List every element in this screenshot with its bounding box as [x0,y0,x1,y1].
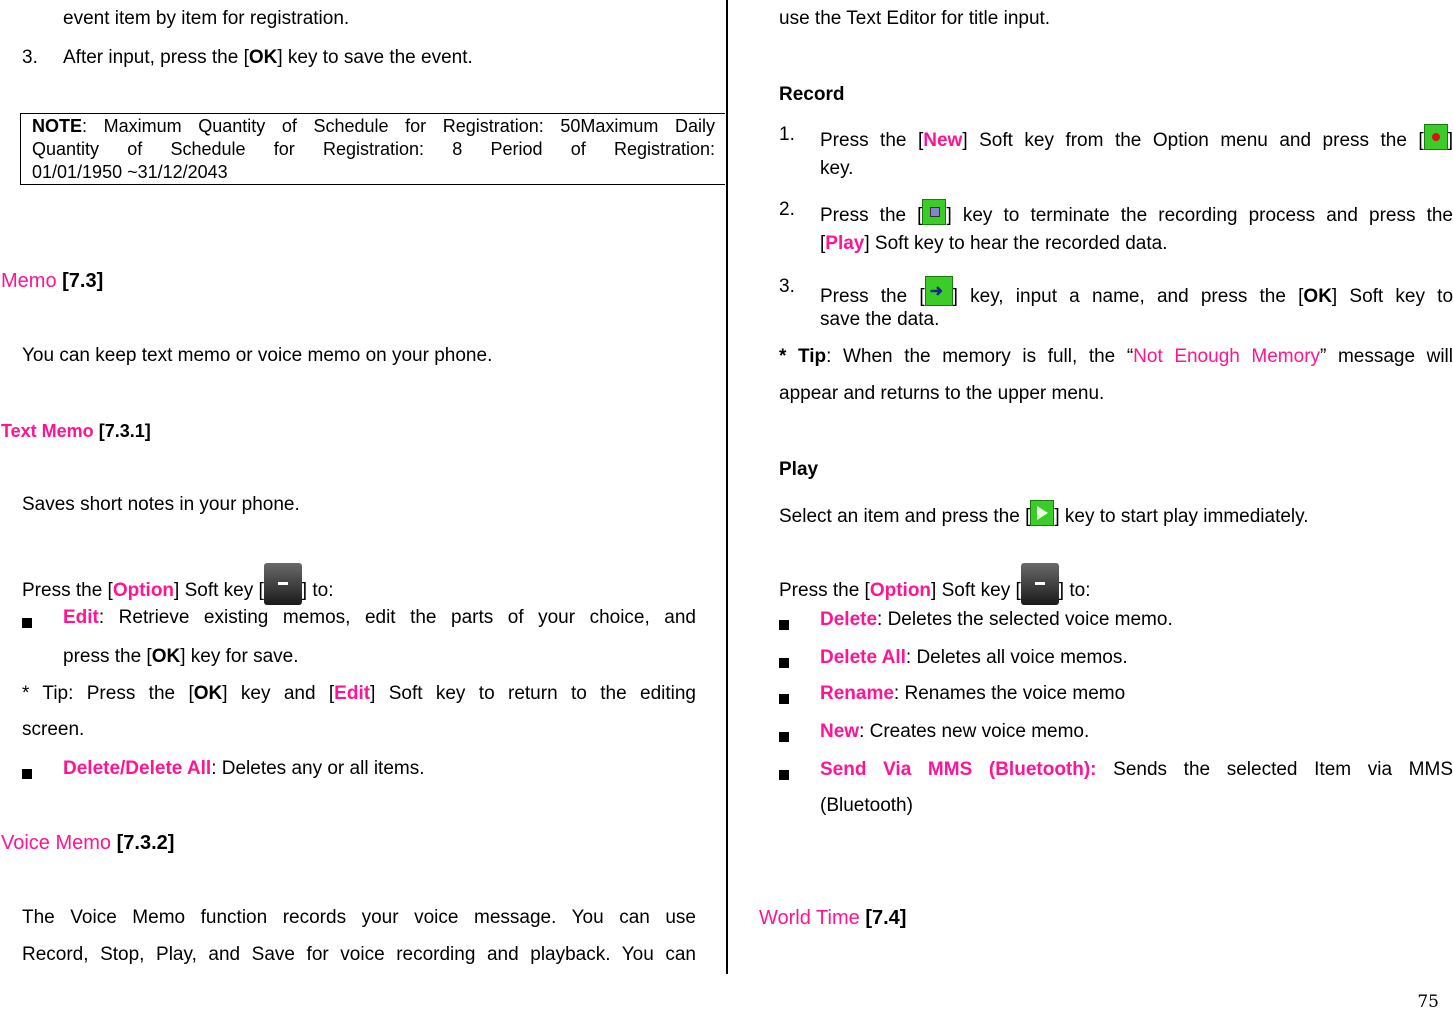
record-step-1-number: 1. [779,124,795,145]
bullet-icon [22,763,32,785]
soft-key-icon [1021,563,1059,605]
record-step-3-line-2: save the data. [820,309,940,330]
option-rename: Rename: Renames the voice memo [820,683,1126,704]
edit-option-line-1: Edit: Retrieve existing memos, edit the parts of your choice, and [63,607,696,628]
play-description: Select an item and press the [ ] key to start play immediately. [779,500,1309,528]
text-memo-description: Saves short notes in your phone. [22,494,300,515]
bullet-icon [779,688,789,710]
note-label: NOTE [32,116,83,136]
save-key-icon: ➜ [925,276,953,306]
page-number: 75 [1417,992,1439,1012]
record-step-1: Press the [New] Soft key from the Option menu and press the [ ] [820,124,1453,152]
memo-description: You can keep text memo or voice memo on your phone. [22,345,493,366]
record-tip-line-2: appear and returns to the upper menu. [779,383,1105,404]
left-line-1: event item by item for registration. [63,8,350,29]
option-delete-all: Delete All: Deletes all voice memos. [820,647,1128,668]
voice-memo-line-2: Record, Stop, Play, and Save for voice recording and playback. You can [22,944,696,965]
bullet-icon [779,726,789,748]
bullet-icon [779,614,789,636]
text-memo-press-option: Press the [Option] Soft key [ ] to: [22,563,333,605]
play-heading: Play [779,459,819,480]
voice-memo-heading: Voice Memo [7.3.2] [1,832,175,854]
bullet-icon [779,764,789,786]
delete-option: Delete/Delete All: Deletes any or all items. [63,758,425,779]
option-send-via-mms: Send Via MMS (Bluetooth): Sends the selected Item via MMS [820,759,1453,780]
record-step-2-line-2: [Play] Soft key to hear the recorded data. [820,233,1168,254]
column-divider [726,0,728,974]
record-step-3: Press the [ ➜ ] key, input a name, and press the [OK] Soft key to [820,276,1453,308]
option-delete: Delete: Deletes the selected voice memo. [820,609,1173,630]
record-heading: Record [779,84,845,105]
bullet-icon [22,612,32,634]
edit-option-line-2: press the [OK] key for save. [63,646,299,667]
record-step-2: Press the [ ] key to terminate the recording process and press the [820,199,1453,227]
option-new: New: Creates new voice memo. [820,721,1090,742]
edit-tip-line-1: * Tip: Press the [OK] key and [Edit] Soft key to return to the editing [22,683,696,704]
stop-key-icon [922,199,946,225]
memo-heading: Memo [7.3] [1,270,104,292]
step-3: After input, press the [OK] key to save the event. [63,47,473,68]
edit-tip-line-2: screen. [22,719,85,740]
record-tip-line-1: * Tip: When the memory is full, the “Not Enough Memory” message will [779,346,1453,367]
soft-key-icon [264,563,302,605]
option-send-via-mms-line-2: (Bluetooth) [820,795,913,816]
voice-memo-line-1: The Voice Memo function records your voice message. You can use [22,907,696,928]
play-key-icon [1030,500,1054,526]
right-line-1: use the Text Editor for title input. [779,8,1051,29]
record-step-1-line-2: key. [820,158,854,179]
text-memo-heading: Text Memo [7.3.1] [1,421,151,441]
record-step-3-number: 3. [779,276,795,297]
record-key-icon [1424,124,1448,150]
note-box: NOTE: Maximum Quantity of Schedule for Registration: 50Maximum Daily Quantity of Schedule for Registration: 8 Period of Registration: 01/01/1950 ~31/12/2043 [20,113,725,185]
record-step-2-number: 2. [779,199,795,220]
step-3-number: 3. [22,47,38,68]
world-time-heading: World Time [7.4] [759,907,907,929]
bullet-icon [779,652,789,674]
voice-memo-press-option: Press the [Option] Soft key [ ] to: [779,563,1090,605]
